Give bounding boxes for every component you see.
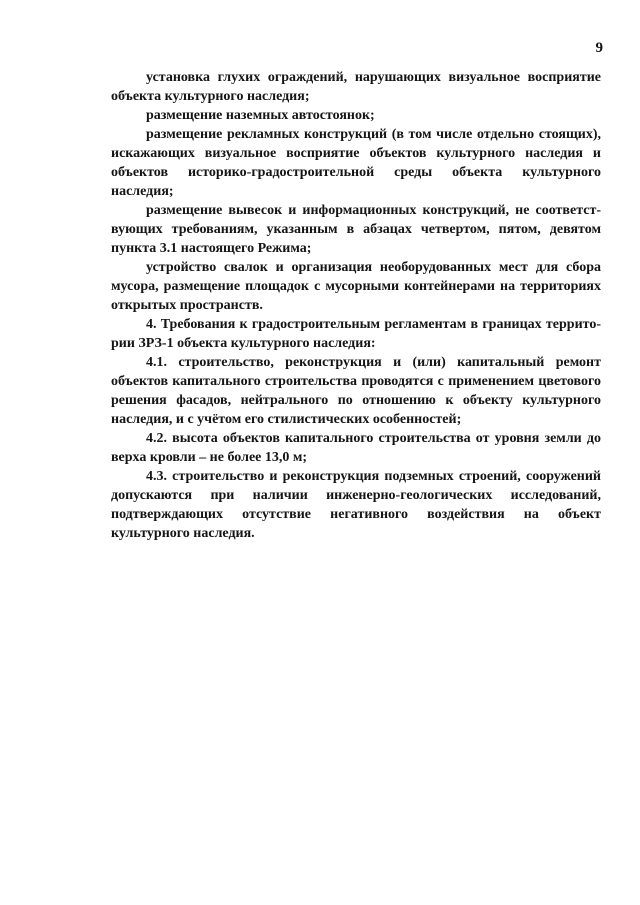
paragraph-4-2: 4.2. высота объектов капитального строительства от уровня земли до верха кровли – не более 13,0 м;: [111, 431, 601, 465]
paragraph-blind-fences: установка глухих ограждений, нарушающих визуальное восприятие объекта культурного наследия;: [111, 70, 601, 104]
paragraph-4-1: 4.1. строительство, реконструкция и (или) капитальный ремонт объектов капитального строительства проводятся с применением цветового решения фасадов, нейтрального по отношению к объекту культурного наследия, и с учётом его стилистических особенностей;: [111, 355, 601, 427]
page-number: 9: [595, 40, 603, 56]
paragraph-4-3: 4.3. строительство и реконструкция подземных строений, сооружений допускаются при наличии инженерно-геологических исследований, подтверждающих отсутствие негативного воздействия на объект культурного наследия.: [111, 469, 601, 541]
paragraph-parking: размещение наземных автостоянок;: [146, 108, 375, 123]
paragraph-signage: размещение вывесок и информационных конструкций, не соответст-вующих требованиям, указанным в абзацах четвертом, пятом, девятом пункта 3.1 настоящего Режима;: [111, 203, 601, 256]
paragraph-section-4: 4. Требования к градостроительным регламентам в границах террито-рии ЗРЗ-1 объекта культурного наследия:: [111, 317, 601, 351]
paragraph-waste: устройство свалок и организация необорудованных мест для сбора мусора, размещение площадок с мусорными контейнерами на территориях открытых пространств.: [111, 260, 601, 313]
document-body: [111, 68, 601, 543]
paragraph-advertising: размещение рекламных конструкций (в том числе отдельно стоящих), искажающих визуальное восприятие объектов культурного наследия и объектов историко-градостроительной среды объекта культурного наследия;: [111, 127, 601, 199]
